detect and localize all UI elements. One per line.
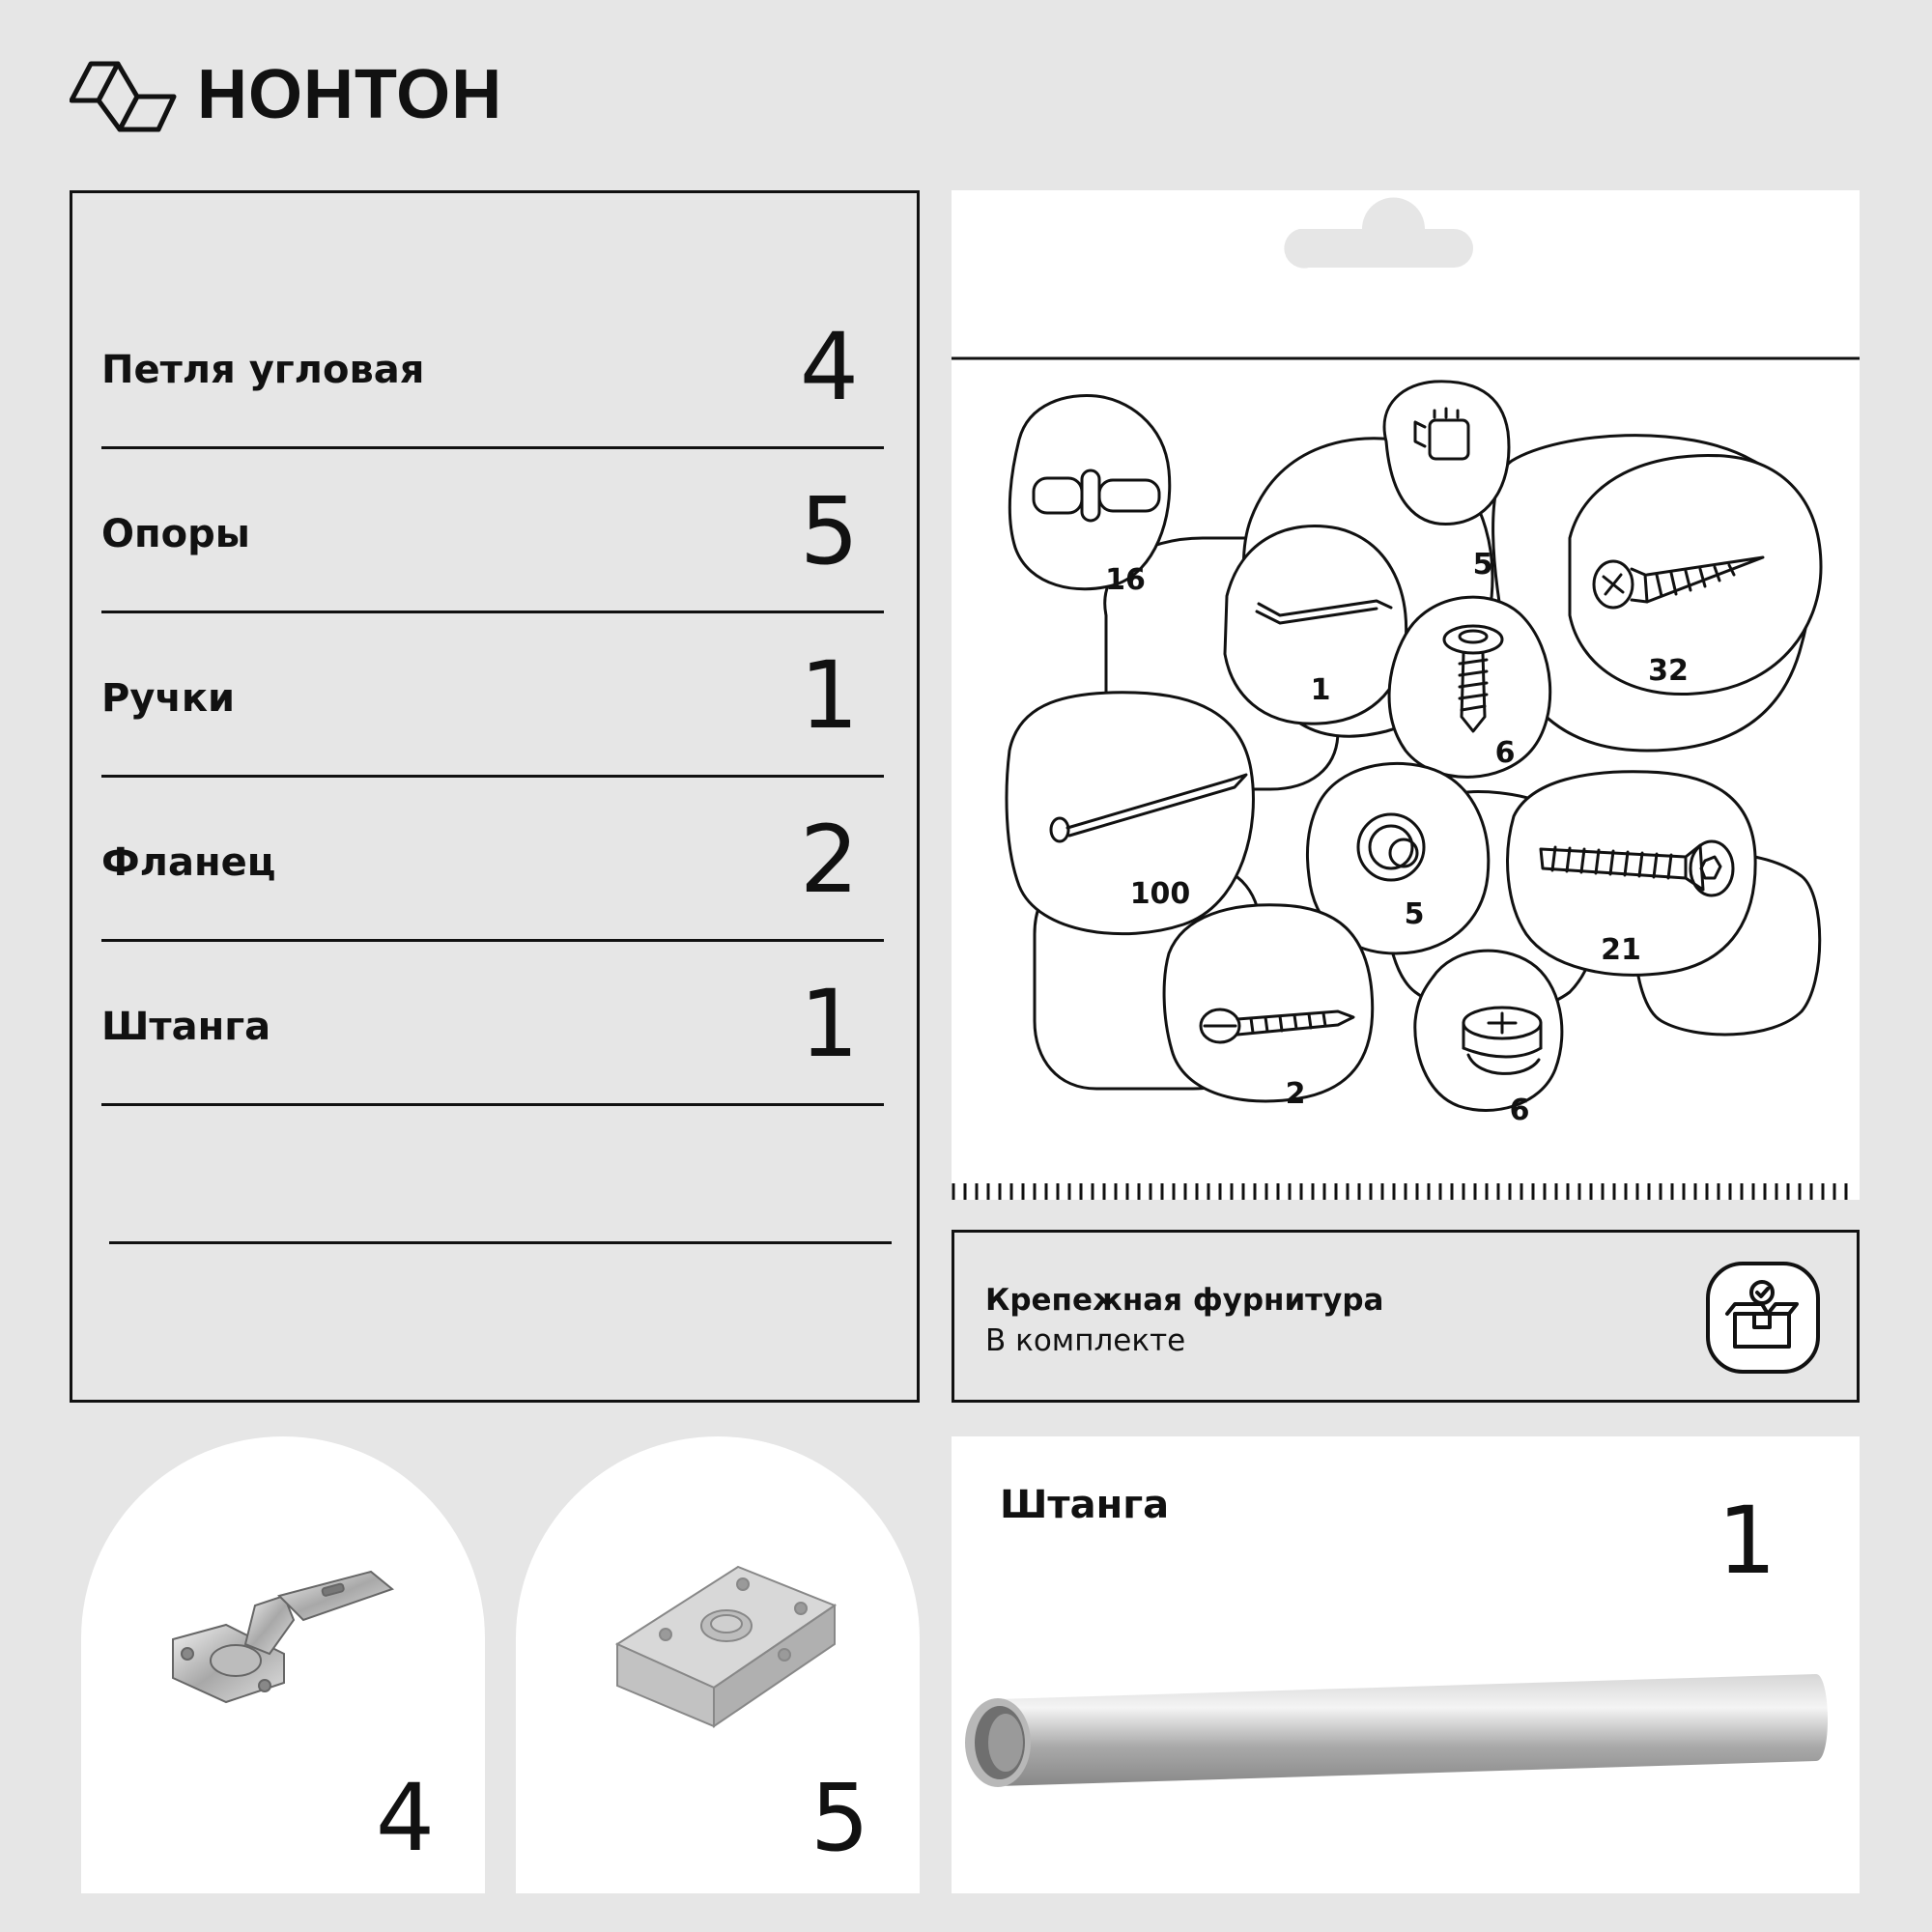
allen-key-qty: 1	[1310, 673, 1331, 707]
bubble-slotted-screw	[1164, 905, 1373, 1101]
hinge-tile	[81, 1436, 485, 1893]
washer-screw-qty: 6	[1494, 736, 1516, 770]
hinge-qty: 4	[375, 1764, 435, 1872]
hardware-title: Крепежная фурнитура	[985, 1283, 1384, 1318]
hang-hole	[1284, 198, 1473, 269]
parts-list	[70, 190, 920, 1403]
parts-row	[101, 613, 884, 778]
parts-row	[101, 778, 884, 942]
parts-row	[101, 285, 884, 449]
part-label: Петля угловая	[101, 348, 425, 392]
part-label: Фланец	[101, 840, 276, 885]
part-qty: 1	[799, 641, 859, 750]
cam-dowel-qty: 5	[1472, 548, 1493, 582]
countersunk-screw-qty: 32	[1648, 654, 1689, 688]
part-qty: 2	[799, 806, 859, 914]
rod-card	[952, 1436, 1860, 1893]
bubble-cam-dowel	[1384, 382, 1509, 525]
part-label: Штанга	[101, 1005, 271, 1049]
hardware-info-card	[952, 1230, 1860, 1403]
bubble-countersunk-screw	[1570, 455, 1821, 694]
tear-perforation	[953, 1183, 1846, 1200]
rod-qty: 1	[1717, 1487, 1776, 1595]
part-label: Ручки	[101, 676, 236, 721]
confirmat-screw-qty: 21	[1601, 933, 1641, 967]
fittings-bag	[952, 190, 1860, 1200]
shelf-pin-qty: 16	[1105, 563, 1146, 597]
box-check-icon	[1706, 1262, 1820, 1374]
part-qty: 4	[799, 313, 859, 421]
brand-name: НОНТОН	[197, 56, 503, 133]
cam-lock-qty: 6	[1509, 1094, 1530, 1127]
part-label: Опоры	[101, 512, 250, 556]
fittings-bag-illustration	[952, 190, 1860, 1200]
support-plate-tile	[516, 1436, 920, 1893]
parts-row	[101, 942, 884, 1106]
hardware-subtitle: В комплекте	[985, 1323, 1186, 1358]
brand-logo-icon	[70, 56, 178, 133]
support-plate-qty: 5	[810, 1764, 869, 1872]
rod-label: Штанга	[1000, 1483, 1170, 1527]
bubble-washer-screw	[1389, 597, 1550, 777]
part-qty: 5	[799, 477, 859, 585]
slotted-screw-qty: 2	[1285, 1077, 1306, 1111]
parts-row	[101, 449, 884, 613]
divider	[109, 1241, 892, 1244]
part-qty: 1	[799, 970, 859, 1078]
cover-cap-qty: 5	[1404, 897, 1425, 931]
rod-image	[952, 1436, 1860, 1893]
nail-qty: 100	[1129, 877, 1191, 911]
brand-header	[70, 56, 502, 133]
